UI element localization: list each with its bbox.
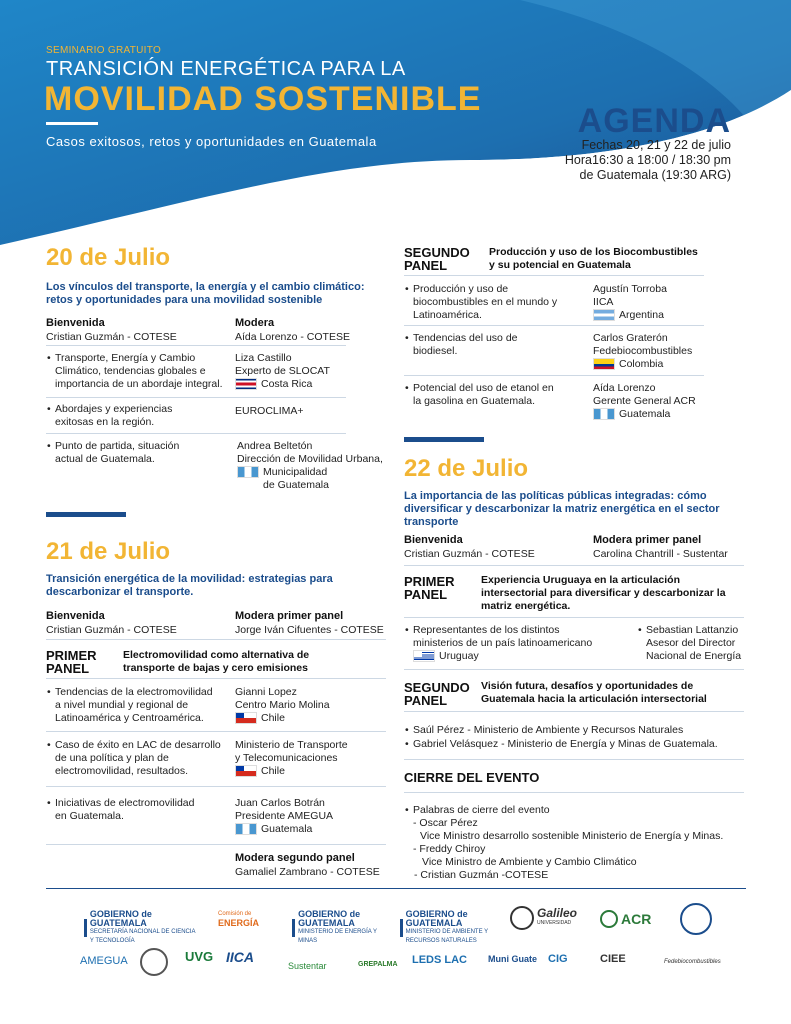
guatemala-flag-icon [593,408,615,420]
topic-line: de una política y plan de [55,752,169,764]
speaker-line: Andrea Beltetón [237,440,313,452]
topic-line: Latinoamérica y Centroamérica. [55,712,204,724]
day21-item1-speaker [235,686,330,725]
logo-ciee: CIEE [600,953,626,965]
day21-panel-label [46,649,97,675]
country-name: Argentina [619,309,664,321]
divider [46,731,386,732]
logo-seal-2 [140,948,168,976]
event-title-line2: MOVILIDAD SOSTENIBLE [44,80,482,118]
panel2-item1-speaker [593,283,667,322]
day20-moderator-label: Modera [235,317,275,329]
panel-title-line: y su potencial en Guatemala [489,259,631,271]
divider [404,759,744,760]
panel-title-line: intersectorial para diversificar y descarbonizar la [481,587,726,599]
closing-title: CIERRE DEL EVENTO [404,770,540,785]
country-row [593,408,696,421]
topic-line: • Potencial del uso de etanol en [413,382,554,394]
topic-line: • Tendencias del uso de [413,332,518,344]
divider [404,375,704,376]
section-divider-bar [404,437,484,442]
logo-grepalma: GREPALMA [358,961,398,968]
day21-moderator-label: Modera primer panel [235,610,344,622]
closing-role-1: Vice Ministro desarrollo sostenible Ministerio de Energía y Minas. [420,830,724,842]
day22-panel2-item2: • Gabriel Velásquez - Ministerio de Energía y Minas de Guatemala. [413,738,718,751]
uruguay-flag-icon [413,650,435,662]
logo-leds-lac: LEDS LAC [412,954,467,966]
country-name: Chile [261,712,285,724]
country-name: de Guatemala [263,479,329,491]
logo-seal [680,903,712,935]
divider [404,275,704,276]
topic-line: la gasolina en Guatemala. [413,395,535,407]
day21-item3-speaker [235,797,333,836]
panel-label-line: PANEL [46,661,90,676]
topic-line: • Tendencias de la electromovilidad [55,686,213,698]
panel-label-line: SEGUNDO [404,680,470,695]
day22-subtitle [404,490,719,529]
day22-panel1-topic [413,624,592,663]
logo-sub: MINISTERIO DE AMBIENTE Y RECURSOS NATURALES [405,929,489,944]
day20-welcome-name: Cristian Guzmán - COTESE [46,331,177,343]
logo-comision-energia [218,910,278,928]
country-name: Costa Rica [261,378,313,390]
day21-item2-topic [55,739,221,778]
header-banner [0,0,791,250]
panel-title-line: transporte de bajas y cero emisiones [123,662,308,674]
day20-panel2-label [404,246,470,272]
agenda-info [565,138,731,183]
day20-item2-topic [55,403,172,429]
argentina-flag-icon [593,309,615,321]
panel-title-line: Producción y uso de los Biocombustibles [489,246,698,258]
panel-label-line: SEGUNDO [404,245,470,260]
speaker-line: Centro Mario Molina [235,699,330,711]
logo-senacyt [84,910,199,946]
closing-speaker-2: - Freddy Chiroy [413,843,486,855]
day21-welcome-label: Bienvenida [46,610,105,622]
day22-subtitle-line2: diversificar y descarbonizar la matriz energética en el sector [404,503,720,515]
country-row [235,378,330,391]
panel2-item3-topic [413,382,554,408]
panel-title-line: matriz energética. [481,600,571,612]
divider [404,669,744,670]
topic-line: • Transporte, Energía y Cambio [55,352,196,364]
day22-welcome-name: Cristian Guzmán - COTESE [404,548,535,560]
institutional-seal-icon [680,903,712,935]
day21-subtitle-line1: Transición energética de la movilidad: estrategias para [46,573,333,585]
logo-name: GOBIERNO de GUATEMALA [405,909,468,928]
speaker-line: y Telecomunicaciones [235,752,338,764]
day20-item2-speaker: EUROCLIMA+ [235,405,304,417]
day22-moderator-label: Modera primer panel [593,534,702,546]
panel-label-line: PANEL [404,693,448,708]
divider [46,345,346,346]
day21-moderator2-name: Gamaliel Zambrano - COTESE [235,866,380,878]
day22-title: 22 de Julio [404,455,529,482]
country-name: Chile [261,765,285,777]
logo-sub: Comisión de [218,911,252,917]
logo-name: ACR [621,910,652,927]
topic-line: a nivel mundial y regional de [55,699,189,711]
seminar-label: SEMINARIO GRATUITO [46,45,162,56]
day21-moderator2-label: Modera segundo panel [235,852,355,864]
logo-name: GOBIERNO de GUATEMALA [89,909,152,928]
divider [46,397,346,398]
day22-moderator-name: Carolina Chantrill - Sustentar [593,548,728,560]
logo-acr [600,910,664,928]
day21-moderator-name: Jorge Iván Cifuentes - COTESE [235,624,384,636]
topic-line: • Iniciativas de electromovilidad [55,797,195,809]
speaker-line: Ministerio de Transporte [235,739,348,751]
day21-subtitle [46,573,333,599]
speaker-line: Aída Lorenzo [593,382,656,394]
day22-panel1-label [404,575,455,601]
logo-sub: UNIVERSIDAD [537,919,572,926]
panel-title-line: Experiencia Uruguaya en la articulación [481,574,680,586]
speaker-line: Gianni Lopez [235,686,297,698]
logo-name: GOBIERNO de GUATEMALA [298,909,361,928]
colombia-flag-icon [593,358,615,370]
divider [404,792,744,793]
day20-item3-speaker [237,440,383,492]
logo-iica: IICA [226,949,254,965]
logo-fedebiocombustibles: Fedebiocombustibles [664,959,721,965]
guatemala-flag-icon [237,466,259,478]
speaker-line: IICA [593,296,614,308]
gobierno-mark-icon [400,919,403,937]
speaker-line: Carlos Graterón [593,332,668,344]
logo-mem [292,910,392,946]
chile-flag-icon [235,712,257,724]
logo-amegua: AMEGUA [80,955,128,967]
guatemala-flag-icon [235,823,257,835]
costa-rica-flag-icon [235,378,257,390]
panel-title-line: Electromovilidad como alternativa de [123,649,310,661]
day22-panel2-title [481,680,707,706]
panel2-item2-speaker [593,332,692,371]
day22-panel2-label [404,681,470,707]
topic-line: • Punto de partida, situación [55,440,180,452]
day21-panel-title [123,649,309,675]
day20-subtitle-line2: retos y oportunidades para una movilidad sostenible [46,294,323,306]
day22-panel1-title [481,574,726,613]
divider [404,711,744,712]
day22-panel1-speaker [646,624,741,663]
speaker-line: Nacional de Energía [646,650,742,662]
panel2-item3-speaker [593,382,696,421]
day22-subtitle-line1: La importancia de las políticas públicas integradas: cómo [404,490,707,502]
divider [46,639,386,640]
topic-line: en Guatemala. [55,810,124,822]
agenda-hours: Hora16:30 a 18:00 / 18:30 pm [564,153,731,167]
divider [404,325,704,326]
topic-line: importancia de un abordaje integral. [55,378,223,390]
topic-line: actual de Guatemala. [55,453,155,465]
divider [46,678,386,679]
country-row [235,823,333,836]
day22-welcome-label: Bienvenida [404,534,463,546]
day20-title: 20 de Julio [46,244,171,271]
title-underline [46,122,98,125]
day21-subtitle-line2: descarbonizar el transporte. [46,586,194,598]
divider [46,433,346,434]
country-row [237,466,383,479]
day21-item2-speaker [235,739,348,778]
closing-role-2: Vice Ministro de Ambiente y Cambio Climático [422,856,637,868]
country-row [413,650,592,663]
topic-line: • Caso de éxito en LAC de desarrollo [55,739,221,751]
day20-panel2-title [489,246,698,272]
speaker-line: Liza Castillo [235,352,292,364]
country-name: Guatemala [619,408,671,420]
logo-uvg: UVG [185,949,214,964]
logo-galileo [510,906,582,930]
country-row [593,358,692,371]
event-title-line1: TRANSICIÓN ENERGÉTICA PARA LA [46,58,406,80]
logo-cig: CIG [548,953,568,965]
agenda-dates: Fechas 20, 21 y 22 de julio [581,138,731,152]
topic-line: • Abordajes y experiencias [55,403,173,415]
day20-item1-speaker [235,352,330,391]
divider [46,786,386,787]
panel-label-line: PRIMER [404,574,455,589]
day20-moderator-name: Aída Lorenzo - COTESE [235,331,350,343]
logo-sub: SECRETARÍA NACIONAL DE CIENCIA Y TECNOLOGÍA [89,929,196,944]
speaker-line: Gerente General ACR [593,395,696,407]
day21-item1-topic [55,686,213,725]
speaker-line: Asesor del Director [646,637,736,649]
gobierno-mark-icon [292,919,295,937]
closing-speaker-1: - Oscar Pérez [413,817,478,829]
country-name: Colombia [619,358,664,370]
topic-line: • Representantes de los distintos [413,624,560,636]
country-row [235,765,348,778]
day22-panel2-item1: • Saúl Pérez - Ministerio de Ambiente y Recursos Naturales [413,724,683,737]
panel-label-line: PANEL [404,258,448,273]
topic-line: biocombustibles en el mundo y [413,296,558,308]
day20-item1-topic [55,352,223,391]
footer-divider [46,888,746,889]
topic-line: exitosas en la región. [55,416,155,428]
speaker-line: Dirección de Movilidad Urbana, [237,453,383,465]
panel2-item2-topic [413,332,518,358]
country-name: Guatemala [261,823,313,835]
panel2-item1-topic [413,283,557,322]
chile-flag-icon [235,765,257,777]
speaker-line: Fedebiocombustibles [593,345,693,357]
day22-subtitle-line3: transporte [404,516,459,528]
agenda-timezone: de Guatemala (19:30 ARG) [579,168,731,182]
topic-line: Latinoamérica. [413,309,482,321]
day20-welcome-label: Bienvenida [46,317,105,329]
logo-marn [400,910,505,946]
day21-title: 21 de Julio [46,538,171,565]
closing-intro: • Palabras de cierre del evento [413,804,550,817]
speaker-line: Juan Carlos Botrán [235,797,325,809]
section-divider-bar [46,512,126,517]
topic-line: electromovilidad, resultados. [55,765,189,777]
event-subtitle: Casos exitosos, retos y oportunidades en Guatemala [46,134,377,149]
logo-name: Galileo [537,905,578,920]
day20-item3-topic [55,440,179,466]
panel-title-line: Visión futura, desafíos y oportunidades de [481,680,694,692]
divider [46,844,386,845]
country-name: Uruguay [439,650,479,662]
logo-sub: MINISTERIO DE ENERGÍA Y MINAS [298,929,377,944]
speaker-line: Agustín Torroba [593,283,667,295]
closing-speaker-3: - Cristian Guzmán -COTESE [414,869,549,881]
divider [404,565,744,566]
country-row [235,712,330,725]
logo-sustentar: Sustentar [288,961,327,971]
topic-line: • Producción y uso de [413,283,509,295]
divider [404,617,744,618]
day20-subtitle-line1: Los vínculos del transporte, la energía y el cambio climático: [46,281,365,293]
agenda-title: AGENDA [577,102,731,140]
panel-title-line: Guatemala hacia la articulación intersectorial [481,693,707,705]
speaker-line: Experto de SLOCAT [235,365,330,377]
day21-welcome-name: Cristian Guzmán - COTESE [46,624,177,636]
speaker-line: Presidente AMEGUA [235,810,334,822]
day21-item3-topic [55,797,194,823]
panel-label-line: PANEL [404,587,448,602]
logo-muni-guate: Muni Guate [488,954,537,964]
country-row [593,309,667,322]
topic-line: biodiesel. [413,345,458,357]
topic-line: Climático, tendencias globales e [55,365,206,377]
galileo-seal-icon [510,906,534,930]
seal-icon [140,948,168,976]
topic-line: ministerios de un país latinoamericano [413,637,593,649]
acr-drop-icon [600,910,618,928]
logo-name: ENERGÍA [218,918,260,928]
day20-subtitle [46,281,364,307]
country-name: Municipalidad [263,466,328,478]
panel-label-line: PRIMER [46,648,97,663]
speaker-line: • Sebastian Lattanzio [646,624,739,636]
gobierno-mark-icon [84,919,87,937]
